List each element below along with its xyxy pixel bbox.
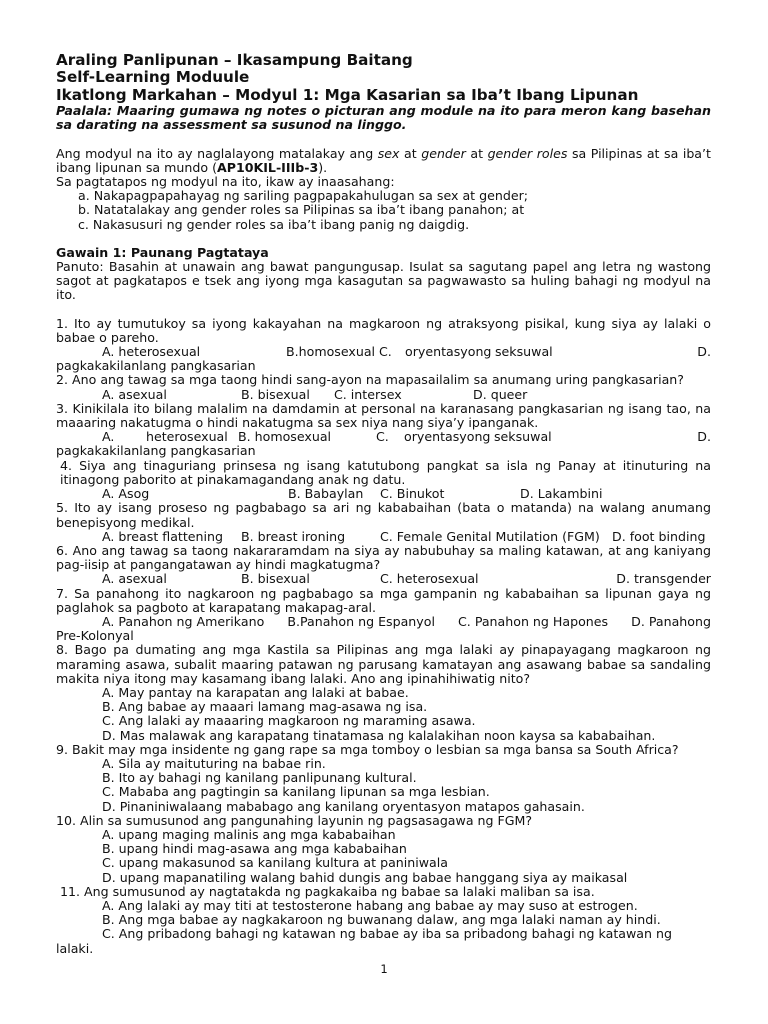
option: B.homosexual [286, 344, 376, 360]
option: A. Asog [102, 486, 150, 502]
option: B. bisexual [241, 571, 310, 587]
question-2: 2. Ano ang tawag sa mga taong hindi sang-ayon na mapasailalim sa anumang uring pangkasarian? [56, 372, 684, 388]
question-10: 10. Alin sa sumusunod ang pangunahing layunin ng pagsasagawa ng FGM? [56, 812, 533, 828]
option: B. bisexual [241, 386, 310, 402]
question-11: 11. Ang sumusunod ay nagtatakda ng pagkakaiba ng babae sa lalaki maliban sa isa. [60, 883, 595, 899]
option: B. homosexual [238, 429, 332, 445]
option: D. [697, 344, 711, 360]
option: C. upang makasunod sa kanilang kultura at paniniwala [102, 855, 448, 871]
option: A. breast flattening [102, 528, 223, 544]
competency-code: AP10KIL-IIIb-3 [216, 159, 319, 175]
question-4-options [56, 487, 711, 501]
option: C. Ang pribadong bahagi ng katawan ng babae ay iba sa pribadong bahagi ng katawan ng [102, 926, 672, 942]
option: A. [102, 429, 115, 445]
question-9: 9. Bakit may mga insidente ng gang rape sa mga tomboy o lesbian sa mga bansa sa South Africa? [56, 741, 679, 757]
question-6: 6. Ano ang tawag sa taong nakararamdam na siya ay nabubuhay sa maling katawan, at ang kaniyang pag-iisip at pangangatawan ay hindi magkatugma? [56, 542, 711, 573]
option: A. asexual [102, 386, 167, 402]
activity-title: Gawain 1: Paunang Pagtataya [56, 244, 269, 260]
option: B.Panahon ng Espanyol [287, 613, 435, 629]
option: seksuwal [495, 344, 553, 360]
option: B. Ang babae ay maaari lamang mag-asawa ng isa. [102, 699, 428, 715]
question-8: 8. Bago pa dumating ang mga Kastila sa Pilipinas ang mga lalaki ay pinapayagang magkaroon ng maraming asawa, subalit maaring patawan ng parusang kamatayan ang asawang babae sa sandaling makita niya itong may kasamang ibang lalaki. Ano ang ipinahihiwatig nito? [56, 642, 711, 686]
option: B. upang hindi mag-asawa ang mga kababaihan [102, 841, 407, 857]
objective-item: a. Nakapagpapahayag ng sariling pagpapakahulugan sa sex at gender; [78, 188, 528, 204]
option: D. queer [473, 386, 528, 402]
option: D. Pinaniniwalaang mababago ang kanilang oryentasyon matapos gahasain. [102, 798, 585, 814]
question-5-options [56, 530, 711, 544]
module-subject-title: Araling Panlipunan – Ikasampung Baitang [56, 51, 413, 69]
option: D. [697, 429, 711, 445]
option: B. Babaylan [288, 486, 364, 502]
option: A. Sila ay maituturing na babae rin. [102, 755, 326, 771]
question-2-options [56, 388, 711, 402]
option: C. Binukot [380, 486, 445, 502]
option: A. Ang lalaki ay may titi at testosterone habang ang babae ay may suso at estrogen. [102, 897, 638, 913]
option: D. Panahong [631, 613, 711, 629]
option: B. Ito ay bahagi ng kanilang panlipunang kultural. [102, 770, 417, 786]
question-6-options [56, 572, 711, 586]
option: D. Lakambini [520, 486, 603, 502]
option: oryentasyong [405, 344, 492, 360]
module-quarter-title: Ikatlong Markahan – Modyul 1: Mga Kasarian sa Iba’t Ibang Lipunan [56, 85, 639, 104]
question-1-options [56, 345, 711, 359]
option: oryentasyong [404, 429, 491, 445]
question-3: 3. Kinikilala ito bilang malalim na damdamin at personal na karanasang pangkasarian ng isang tao, na maaaring nakatugma o hindi nakatugma sa sex niya nang siya’y ipanganak. [56, 400, 711, 431]
option: B. breast ironing [241, 528, 346, 544]
option: A. Panahon ng Amerikano [102, 613, 265, 629]
question-1: 1. Ito ay tumutukoy sa iyong kakayahan na magkaroon ng atraksyong pisikal, kung siya ay lalaki o babae o pareho. [56, 315, 711, 345]
option: seksuwal [494, 429, 552, 445]
option: D. transgender [616, 571, 711, 587]
objectives-lead: Sa pagtatapos ng modyul na ito, ikaw ay inaasahang: [56, 174, 395, 190]
question-7-option-tail: Pre-Kolonyal [56, 628, 134, 644]
option: C. [379, 344, 392, 360]
option: C. intersex [334, 386, 402, 402]
option: D. upang mapanatiling walang bahid dungis ang babae hanggang siya ay maikasal [102, 869, 628, 885]
page-number: 1 [380, 962, 388, 976]
option: heterosexual [146, 429, 228, 445]
question-3-option-tail: pagkakakilanlang pangkasarian [56, 443, 256, 459]
option: A. May pantay na karapatan ang lalaki at babae. [102, 684, 409, 700]
question-7-options [56, 615, 711, 629]
option: C. Ang lalaki ay maaaring magkaroon ng maraming asawa. [102, 713, 476, 729]
question-3-options [56, 430, 711, 444]
option: C. Panahon ng Hapones [458, 613, 609, 629]
objective-item: c. Nakasusuri ng gender roles sa iba’t ibang panig ng daigdig. [78, 216, 470, 232]
option: A. heterosexual [102, 344, 201, 360]
module-type-title: Self-Learning Moduule [56, 68, 250, 87]
question-7: 7. Sa panahong ito nagkaroon ng pagbabago sa mga gampanin ng kababaihan sa lipunan gaya ng paglahok sa pagboto at karapatang makapag-aral. [56, 585, 711, 615]
objective-item: b. Natatalakay ang gender roles sa Pilipinas sa iba’t ibang panahon; at [78, 202, 525, 218]
option: C. Female Genital Mutilation (FGM) [380, 528, 600, 544]
option: A. asexual [102, 571, 167, 587]
option: D. foot binding [612, 528, 706, 544]
question-1-option-tail: pagkakakilanlang pangkasarian [56, 358, 256, 374]
option: D. Mas malawak ang karapatang tinatamasa ng kalalakihan noon kaysa sa kababaihan. [102, 727, 656, 743]
option: B. Ang mga babae ay nagkakaroon ng buwanang dalaw, ang mga lalaki naman ay hindi. [102, 912, 661, 928]
question-11-option-tail: lalaki. [56, 940, 94, 956]
option: A. upang maging malinis ang mga kababaihan [102, 826, 396, 842]
activity-instructions: Panuto: Basahin at unawain ang bawat pangungusap. Isulat sa sagutang papel ang letra ng wastong sagot at pagkatapos e tsek ang iyong mga kasagutan sa pagwawasto sa huling bahagi ng modyul na ito. [56, 259, 711, 303]
question-5: 5. Ito ay isang proseso ng pagbabago sa ari ng kababaihan (bata o matanda) na walang anumang benepisyong medikal. [56, 500, 711, 530]
intro-paragraph: Ang modyul na ito ay naglalayong matalakay ang sex at gender at gender roles sa Pilipinas at sa iba’t ibang lipunan sa mundo (AP10KIL-IIIb-3). [56, 145, 711, 175]
option: C. [376, 429, 389, 445]
question-4: 4. Siya ang tinaguriang prinsesa ng isang katutubong pangkat sa isla ng Panay at itinuturing na itinagong paborito at pinakamagandang anak ng datu. [60, 457, 711, 487]
option: C. heterosexual [380, 571, 479, 587]
reminder-note: Paalala: Maaring gumawa ng notes o picturan ang module na ito para meron kang basehan sa darating na assessment sa susunod na linggo. [56, 103, 711, 133]
option: C. Mababa ang pagtingin sa kanilang lipunan sa mga lesbian. [102, 784, 490, 800]
